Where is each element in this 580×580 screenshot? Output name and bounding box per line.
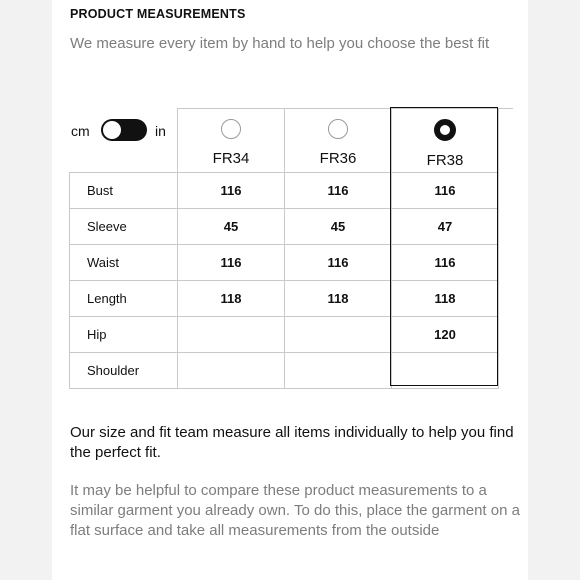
measurement-value bbox=[392, 353, 499, 389]
measurement-label: Waist bbox=[70, 245, 178, 281]
measurement-value: 116 bbox=[285, 245, 392, 281]
measuring-tip-text: It may be helpful to compare these product measurements to a similar garment you already own. To do this, place the garment on a flat surface and take all measurements from the outside bbox=[70, 482, 520, 539]
size-label: FR38 bbox=[426, 152, 464, 169]
measurement-label: Hip bbox=[70, 317, 178, 353]
measurement-value: 116 bbox=[178, 173, 285, 209]
measurement-label: Bust bbox=[70, 173, 178, 209]
size-radio-fr38-selected[interactable] bbox=[434, 119, 456, 141]
unit-label-cm: cm bbox=[71, 123, 90, 139]
table-row bbox=[70, 209, 513, 245]
size-option-fr34[interactable] bbox=[178, 109, 285, 173]
table-overflow-column bbox=[499, 209, 513, 245]
table-overflow-column bbox=[499, 317, 513, 353]
measurement-value: 47 bbox=[392, 209, 499, 245]
measurements-table bbox=[69, 108, 513, 389]
measurement-value bbox=[178, 353, 285, 389]
measurement-value: 118 bbox=[285, 281, 392, 317]
size-option-fr38[interactable] bbox=[392, 109, 499, 173]
size-option-fr36[interactable] bbox=[285, 109, 392, 173]
table-row bbox=[70, 317, 513, 353]
measurement-value: 118 bbox=[178, 281, 285, 317]
table-overflow-column bbox=[499, 173, 513, 209]
measurement-value bbox=[285, 317, 392, 353]
measurement-value: 116 bbox=[285, 173, 392, 209]
measurement-label: Sleeve bbox=[70, 209, 178, 245]
measurement-value: 116 bbox=[392, 173, 499, 209]
section-title: PRODUCT MEASUREMENTS bbox=[70, 7, 246, 21]
measurement-value: 118 bbox=[392, 281, 499, 317]
measurement-value bbox=[285, 353, 392, 389]
table-row bbox=[70, 281, 513, 317]
size-label: FR34 bbox=[212, 150, 250, 167]
measurement-value: 120 bbox=[392, 317, 499, 353]
measurement-value: 45 bbox=[178, 209, 285, 245]
table-overflow-column bbox=[499, 245, 513, 281]
size-radio-fr34[interactable] bbox=[221, 119, 241, 139]
unit-label-in: in bbox=[155, 123, 166, 139]
size-radio-fr36[interactable] bbox=[328, 119, 348, 139]
measurement-value bbox=[178, 317, 285, 353]
table-row bbox=[70, 173, 513, 209]
fit-info-text: Our size and fit team measure all items individually to help you find the perfect fit. bbox=[70, 424, 514, 461]
measurement-value: 116 bbox=[178, 245, 285, 281]
size-label: FR36 bbox=[319, 150, 357, 167]
table-corner bbox=[70, 109, 178, 173]
measurement-value: 45 bbox=[285, 209, 392, 245]
section-subtitle: We measure every item by hand to help you choose the best fit bbox=[70, 35, 490, 52]
table-overflow-column bbox=[499, 109, 513, 173]
measurement-label: Length bbox=[70, 281, 178, 317]
table-row bbox=[70, 245, 513, 281]
measurement-label: Shoulder bbox=[70, 353, 178, 389]
measurement-value: 116 bbox=[392, 245, 499, 281]
table-overflow-column bbox=[499, 281, 513, 317]
table-row bbox=[70, 353, 513, 389]
table-overflow-column bbox=[499, 353, 513, 389]
size-header-row bbox=[70, 109, 513, 173]
